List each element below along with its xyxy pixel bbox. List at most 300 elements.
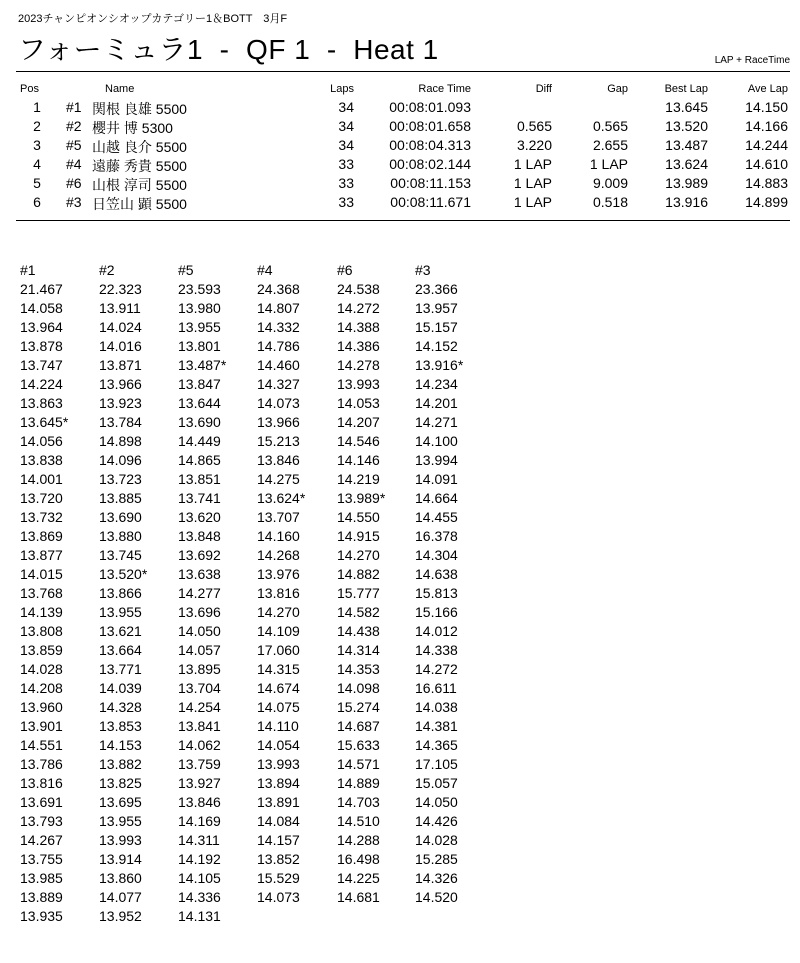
lap-time: 13.866 bbox=[99, 585, 142, 601]
race-time: 00:08:02.144 bbox=[389, 156, 471, 172]
lap-time: 14.388 bbox=[337, 319, 380, 335]
position: 2 bbox=[33, 118, 41, 134]
lap-time: 14.315 bbox=[257, 661, 300, 677]
lap-time: 13.851 bbox=[178, 471, 221, 487]
lap-time: 13.878 bbox=[20, 338, 63, 354]
lap-time: 14.015 bbox=[20, 566, 63, 582]
lap-time: 14.201 bbox=[415, 395, 458, 411]
lap-time: 13.895 bbox=[178, 661, 221, 677]
lap-time: 15.813 bbox=[415, 585, 458, 601]
lap-time: 14.365 bbox=[415, 737, 458, 753]
best-lap: 13.520 bbox=[665, 118, 708, 134]
lap-time: 13.487* bbox=[178, 357, 227, 373]
lap-time: 13.955 bbox=[99, 813, 142, 829]
lap-time: 15.274 bbox=[337, 699, 380, 715]
lap-time: 14.455 bbox=[415, 509, 458, 525]
lap-time: 13.877 bbox=[20, 547, 63, 563]
car-number: #2 bbox=[66, 118, 82, 134]
lap-time: 14.091 bbox=[415, 471, 458, 487]
lap-time: 13.955 bbox=[178, 319, 221, 335]
lap-time: 14.551 bbox=[20, 737, 63, 753]
lap-time: 13.801 bbox=[178, 338, 221, 354]
best-lap: 13.645 bbox=[665, 99, 708, 115]
lap-time: 14.254 bbox=[178, 699, 221, 715]
lap-time: 13.911 bbox=[99, 300, 141, 316]
lap-row bbox=[0, 604, 800, 623]
lap-time: 14.272 bbox=[337, 300, 380, 316]
car-number: #6 bbox=[66, 175, 82, 191]
lap-time: 24.368 bbox=[257, 281, 300, 297]
lap-time: 14.057 bbox=[178, 642, 221, 658]
gap: 9.009 bbox=[592, 175, 628, 191]
lap-time: 14.268 bbox=[257, 547, 300, 563]
lap-time: 13.690 bbox=[99, 509, 142, 525]
lap-column-header: #2 bbox=[99, 262, 115, 278]
lap-time: 14.234 bbox=[415, 376, 458, 392]
position: 6 bbox=[33, 194, 41, 210]
lap-time: 14.327 bbox=[257, 376, 300, 392]
lap-time: 14.098 bbox=[337, 680, 380, 696]
car-number: #3 bbox=[66, 194, 82, 210]
laps: 34 bbox=[338, 99, 354, 115]
col-race-time: Race Time bbox=[418, 83, 471, 95]
lap-row bbox=[0, 870, 800, 889]
lap-time: 14.546 bbox=[337, 433, 380, 449]
lap-time: 14.153 bbox=[99, 737, 142, 753]
diff: 1 LAP bbox=[513, 194, 552, 210]
lap-column-header: #5 bbox=[178, 262, 194, 278]
lap-row bbox=[0, 756, 800, 775]
lap-time: 14.270 bbox=[337, 547, 380, 563]
lap-time: 14.571 bbox=[337, 756, 380, 772]
lap-time: 14.016 bbox=[99, 338, 142, 354]
lap-time: 14.520 bbox=[415, 889, 458, 905]
lap-time: 17.060 bbox=[257, 642, 300, 658]
lap-time: 14.288 bbox=[337, 832, 380, 848]
lap-time: 23.366 bbox=[415, 281, 458, 297]
lap-time: 13.847 bbox=[178, 376, 221, 392]
lap-time: 13.882 bbox=[99, 756, 142, 772]
lap-time: 14.510 bbox=[337, 813, 380, 829]
lap-time: 14.582 bbox=[337, 604, 380, 620]
lap-time: 14.270 bbox=[257, 604, 300, 620]
ave-lap: 14.244 bbox=[745, 137, 788, 153]
lap-column-header: #3 bbox=[415, 262, 431, 278]
lap-time: 14.865 bbox=[178, 452, 221, 468]
lap-time: 14.152 bbox=[415, 338, 458, 354]
lap-time: 14.882 bbox=[337, 566, 380, 582]
laps: 33 bbox=[338, 156, 354, 172]
lap-time: 14.096 bbox=[99, 452, 142, 468]
lap-time: 14.109 bbox=[257, 623, 300, 639]
lap-time: 14.674 bbox=[257, 680, 300, 696]
lap-time: 14.053 bbox=[337, 395, 380, 411]
lap-time: 14.275 bbox=[257, 471, 300, 487]
lap-time: 13.923 bbox=[99, 395, 142, 411]
lap-time: 13.691 bbox=[20, 794, 63, 810]
result-row bbox=[0, 118, 800, 136]
lap-column-header: #6 bbox=[337, 262, 353, 278]
lap-time: 13.692 bbox=[178, 547, 221, 563]
lap-time: 13.841 bbox=[178, 718, 221, 734]
lap-time: 13.885 bbox=[99, 490, 142, 506]
race-time: 00:08:04.313 bbox=[389, 137, 471, 153]
lap-row bbox=[0, 718, 800, 737]
car-number: #5 bbox=[66, 137, 82, 153]
results-divider bbox=[16, 220, 790, 221]
lap-time: 14.100 bbox=[415, 433, 458, 449]
lap-time: 13.985 bbox=[20, 870, 63, 886]
lap-time: 14.277 bbox=[178, 585, 221, 601]
lap-time: 13.696 bbox=[178, 604, 221, 620]
ave-lap: 14.610 bbox=[745, 156, 788, 172]
lap-time: 14.638 bbox=[415, 566, 458, 582]
lap-row bbox=[0, 300, 800, 319]
lap-time: 13.741 bbox=[178, 490, 221, 506]
lap-time: 13.759 bbox=[178, 756, 221, 772]
lap-time: 13.732 bbox=[20, 509, 63, 525]
ave-lap: 14.883 bbox=[745, 175, 788, 191]
lap-time: 13.869 bbox=[20, 528, 63, 544]
lap-time: 17.105 bbox=[415, 756, 458, 772]
lap-time: 13.993 bbox=[99, 832, 142, 848]
lap-time: 14.139 bbox=[20, 604, 63, 620]
lap-row bbox=[0, 338, 800, 357]
lap-time: 14.028 bbox=[415, 832, 458, 848]
lap-time: 13.860 bbox=[99, 870, 142, 886]
lap-time: 13.846 bbox=[257, 452, 300, 468]
lap-time: 14.073 bbox=[257, 395, 300, 411]
lap-time: 14.703 bbox=[337, 794, 380, 810]
lap-row bbox=[0, 813, 800, 832]
gap: 0.565 bbox=[592, 118, 628, 134]
lap-time: 13.966 bbox=[257, 414, 300, 430]
lap-row bbox=[0, 661, 800, 680]
lap-time: 13.808 bbox=[20, 623, 63, 639]
col-laps: Laps bbox=[330, 83, 354, 95]
lap-row bbox=[0, 528, 800, 547]
lap-times-header bbox=[0, 262, 800, 281]
lap-time: 13.993 bbox=[257, 756, 300, 772]
position: 3 bbox=[33, 137, 41, 153]
lap-time: 14.169 bbox=[178, 813, 221, 829]
lap-time: 14.278 bbox=[337, 357, 380, 373]
lap-time: 14.381 bbox=[415, 718, 458, 734]
col-diff: Diff bbox=[535, 83, 552, 95]
lap-time: 14.550 bbox=[337, 509, 380, 525]
lap-time: 13.520* bbox=[99, 566, 148, 582]
result-row bbox=[0, 99, 800, 117]
lap-time: 14.786 bbox=[257, 338, 300, 354]
lap-time: 13.645* bbox=[20, 414, 69, 430]
lap-row bbox=[0, 832, 800, 851]
lap-time: 16.498 bbox=[337, 851, 380, 867]
lap-time: 14.001 bbox=[20, 471, 63, 487]
header-divider bbox=[16, 71, 790, 72]
lap-time: 14.012 bbox=[415, 623, 458, 639]
lap-time: 21.467 bbox=[20, 281, 63, 297]
gap: 1 LAP bbox=[589, 156, 628, 172]
diff: 3.220 bbox=[516, 137, 552, 153]
lap-time: 13.957 bbox=[415, 300, 458, 316]
lap-time: 14.426 bbox=[415, 813, 458, 829]
lap-time: 13.723 bbox=[99, 471, 142, 487]
lap-time: 14.336 bbox=[178, 889, 221, 905]
lap-time: 14.219 bbox=[337, 471, 380, 487]
lap-time: 14.039 bbox=[99, 680, 142, 696]
lap-row bbox=[0, 775, 800, 794]
ave-lap: 14.150 bbox=[745, 99, 788, 115]
lap-row bbox=[0, 699, 800, 718]
car-number: #1 bbox=[66, 99, 82, 115]
driver-name: 関根 良雄 5500 bbox=[92, 101, 187, 117]
lap-time: 14.681 bbox=[337, 889, 380, 905]
lap-time: 14.056 bbox=[20, 433, 63, 449]
lap-time: 14.160 bbox=[257, 528, 300, 544]
lap-column-header: #4 bbox=[257, 262, 273, 278]
lap-time: 13.989* bbox=[337, 490, 386, 506]
lap-row bbox=[0, 642, 800, 661]
lap-time: 13.880 bbox=[99, 528, 142, 544]
driver-name: 山根 淳司 5500 bbox=[92, 177, 187, 193]
lap-time: 14.075 bbox=[257, 699, 300, 715]
car-number: #4 bbox=[66, 156, 82, 172]
lap-time: 13.889 bbox=[20, 889, 63, 905]
lap-time: 13.891 bbox=[257, 794, 300, 810]
lap-time: 14.664 bbox=[415, 490, 458, 506]
lap-time: 13.720 bbox=[20, 490, 63, 506]
lap-time: 13.747 bbox=[20, 357, 63, 373]
lap-time: 14.386 bbox=[337, 338, 380, 354]
lap-time: 13.838 bbox=[20, 452, 63, 468]
lap-times-table bbox=[0, 262, 800, 927]
lap-column-header: #1 bbox=[20, 262, 36, 278]
lap-row bbox=[0, 585, 800, 604]
gap: 2.655 bbox=[592, 137, 628, 153]
lap-time: 13.853 bbox=[99, 718, 142, 734]
lap-time: 14.192 bbox=[178, 851, 221, 867]
lap-row bbox=[0, 452, 800, 471]
lap-time: 13.755 bbox=[20, 851, 63, 867]
lap-time: 13.745 bbox=[99, 547, 142, 563]
lap-time: 13.644 bbox=[178, 395, 221, 411]
lap-time: 14.054 bbox=[257, 737, 300, 753]
lap-time: 13.707 bbox=[257, 509, 300, 525]
diff: 0.565 bbox=[516, 118, 552, 134]
lap-row bbox=[0, 889, 800, 908]
lap-time: 13.952 bbox=[99, 908, 142, 924]
lap-time: 13.620 bbox=[178, 509, 221, 525]
lap-time: 13.859 bbox=[20, 642, 63, 658]
lap-time: 14.271 bbox=[415, 414, 458, 430]
lap-time: 14.272 bbox=[415, 661, 458, 677]
lap-time: 14.084 bbox=[257, 813, 300, 829]
laps: 34 bbox=[338, 118, 354, 134]
lap-time: 13.863 bbox=[20, 395, 63, 411]
lap-row bbox=[0, 794, 800, 813]
lap-time: 13.846 bbox=[178, 794, 221, 810]
lap-time: 16.378 bbox=[415, 528, 458, 544]
lap-time: 13.966 bbox=[99, 376, 142, 392]
race-time: 00:08:01.093 bbox=[389, 99, 471, 115]
lap-time: 13.825 bbox=[99, 775, 142, 791]
lap-time: 13.784 bbox=[99, 414, 142, 430]
lap-row bbox=[0, 851, 800, 870]
lap-row bbox=[0, 357, 800, 376]
lap-time: 14.062 bbox=[178, 737, 221, 753]
lap-time: 13.638 bbox=[178, 566, 221, 582]
lap-time: 14.460 bbox=[257, 357, 300, 373]
lap-time: 14.449 bbox=[178, 433, 221, 449]
position: 1 bbox=[33, 99, 41, 115]
lap-time: 14.157 bbox=[257, 832, 300, 848]
lap-time: 15.529 bbox=[257, 870, 300, 886]
race-time: 00:08:11.153 bbox=[390, 175, 471, 191]
driver-name: 日笠山 顕 5500 bbox=[92, 196, 187, 212]
col-pos: Pos bbox=[20, 83, 39, 95]
lap-time: 14.207 bbox=[337, 414, 380, 430]
lap-time: 13.624* bbox=[257, 490, 306, 506]
result-row bbox=[0, 137, 800, 155]
best-lap: 13.916 bbox=[665, 194, 708, 210]
gap: 0.518 bbox=[592, 194, 628, 210]
lap-time: 14.050 bbox=[178, 623, 221, 639]
lap-time: 14.077 bbox=[99, 889, 142, 905]
lap-time: 13.914 bbox=[99, 851, 142, 867]
lap-time: 14.353 bbox=[337, 661, 380, 677]
laps: 33 bbox=[338, 194, 354, 210]
lap-time: 13.964 bbox=[20, 319, 63, 335]
lap-time: 13.901 bbox=[20, 718, 63, 734]
lap-time: 14.438 bbox=[337, 623, 380, 639]
lap-time: 13.768 bbox=[20, 585, 63, 601]
col-best-lap: Best Lap bbox=[664, 83, 708, 95]
position: 5 bbox=[33, 175, 41, 191]
position: 4 bbox=[33, 156, 41, 172]
lap-time: 14.058 bbox=[20, 300, 63, 316]
lap-time: 14.326 bbox=[415, 870, 458, 886]
lap-time: 13.852 bbox=[257, 851, 300, 867]
lap-time: 13.695 bbox=[99, 794, 142, 810]
lap-time: 13.916* bbox=[415, 357, 464, 373]
lap-time: 14.146 bbox=[337, 452, 380, 468]
driver-name: 櫻井 博 5300 bbox=[92, 120, 173, 136]
lap-time: 15.057 bbox=[415, 775, 458, 791]
result-row bbox=[0, 194, 800, 212]
lap-time: 14.898 bbox=[99, 433, 142, 449]
lap-time: 13.935 bbox=[20, 908, 63, 924]
lap-time: 15.285 bbox=[415, 851, 458, 867]
lap-row bbox=[0, 433, 800, 452]
lap-row bbox=[0, 319, 800, 338]
lap-time: 14.889 bbox=[337, 775, 380, 791]
lap-row bbox=[0, 908, 800, 927]
lap-row bbox=[0, 395, 800, 414]
lap-time: 13.704 bbox=[178, 680, 221, 696]
lap-time: 14.208 bbox=[20, 680, 63, 696]
lap-time: 13.980 bbox=[178, 300, 221, 316]
race-time: 00:08:01.658 bbox=[389, 118, 471, 134]
lap-time: 24.538 bbox=[337, 281, 380, 297]
best-lap: 13.624 bbox=[665, 156, 708, 172]
lap-time: 14.328 bbox=[99, 699, 142, 715]
lap-time: 13.976 bbox=[257, 566, 300, 582]
lap-time: 15.633 bbox=[337, 737, 380, 753]
lap-time: 14.105 bbox=[178, 870, 221, 886]
driver-name: 山越 良介 5500 bbox=[92, 139, 187, 155]
lap-time: 14.304 bbox=[415, 547, 458, 563]
lap-time: 14.915 bbox=[337, 528, 380, 544]
lap-row bbox=[0, 680, 800, 699]
lap-time: 14.338 bbox=[415, 642, 458, 658]
lap-time: 13.690 bbox=[178, 414, 221, 430]
lap-time: 13.816 bbox=[257, 585, 300, 601]
lap-time: 13.793 bbox=[20, 813, 63, 829]
race-time: 00:08:11.671 bbox=[390, 194, 471, 210]
lap-row bbox=[0, 547, 800, 566]
lap-time: 13.621 bbox=[99, 623, 142, 639]
lap-row bbox=[0, 414, 800, 433]
diff: 1 LAP bbox=[513, 156, 552, 172]
lap-time: 15.166 bbox=[415, 604, 458, 620]
lap-time: 13.786 bbox=[20, 756, 63, 772]
lap-time: 13.927 bbox=[178, 775, 221, 791]
report-type-label: LAP + RaceTime bbox=[714, 55, 790, 66]
lap-time: 14.807 bbox=[257, 300, 300, 316]
best-lap: 13.487 bbox=[665, 137, 708, 153]
lap-time: 22.323 bbox=[99, 281, 142, 297]
lap-time: 13.871 bbox=[99, 357, 142, 373]
lap-time: 13.816 bbox=[20, 775, 63, 791]
lap-time: 14.267 bbox=[20, 832, 63, 848]
lap-time: 13.664 bbox=[99, 642, 142, 658]
lap-time: 16.611 bbox=[415, 680, 457, 696]
lap-time: 14.073 bbox=[257, 889, 300, 905]
lap-time: 14.028 bbox=[20, 661, 63, 677]
event-subtitle: 2023チャンピオンシオップカテゴリー1＆BOTT 3月F bbox=[18, 13, 288, 25]
lap-time: 13.994 bbox=[415, 452, 458, 468]
ave-lap: 14.899 bbox=[745, 194, 788, 210]
lap-time: 15.157 bbox=[415, 319, 458, 335]
lap-time: 15.213 bbox=[257, 433, 300, 449]
lap-row bbox=[0, 623, 800, 642]
lap-time: 14.131 bbox=[178, 908, 221, 924]
lap-row bbox=[0, 471, 800, 490]
laps: 33 bbox=[338, 175, 354, 191]
lap-time: 14.024 bbox=[99, 319, 142, 335]
lap-time: 14.225 bbox=[337, 870, 380, 886]
laps: 34 bbox=[338, 137, 354, 153]
lap-time: 14.687 bbox=[337, 718, 380, 734]
result-row bbox=[0, 175, 800, 193]
lap-time: 14.314 bbox=[337, 642, 380, 658]
lap-time: 13.993 bbox=[337, 376, 380, 392]
lap-time: 13.771 bbox=[99, 661, 142, 677]
lap-time: 23.593 bbox=[178, 281, 221, 297]
diff: 1 LAP bbox=[513, 175, 552, 191]
lap-time: 14.038 bbox=[415, 699, 458, 715]
col-ave-lap: Ave Lap bbox=[747, 83, 788, 95]
lap-time: 13.848 bbox=[178, 528, 221, 544]
lap-row bbox=[0, 490, 800, 509]
lap-row bbox=[0, 737, 800, 756]
lap-time: 14.050 bbox=[415, 794, 458, 810]
lap-time: 13.894 bbox=[257, 775, 300, 791]
lap-row bbox=[0, 281, 800, 300]
lap-row bbox=[0, 566, 800, 585]
lap-time: 13.955 bbox=[99, 604, 142, 620]
col-gap: Gap bbox=[607, 83, 628, 95]
